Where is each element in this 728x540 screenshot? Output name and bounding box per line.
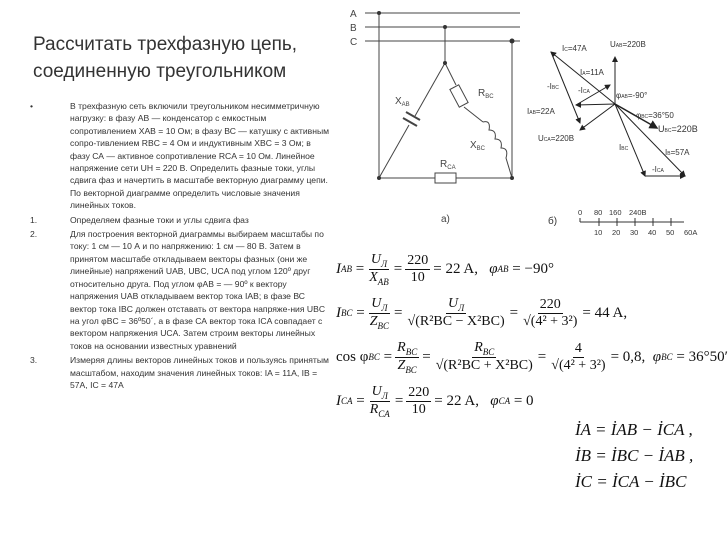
label-xbc: $X_{BC}$ — [470, 140, 486, 152]
scale-top-label: 0 — [578, 208, 583, 217]
label-neg-ica-2: -ICA — [652, 165, 664, 174]
formula-ica: I CA = $U_Л$ $R_{CA}$ = $\frac{220}{10}$ = 22 A, φ CA = 0 — [336, 384, 534, 419]
vector-diagram — [0, 0, 720, 245]
label-rbc: $R_{BC}$ — [478, 88, 494, 100]
label-ibc: IBC — [619, 143, 629, 152]
scale-bottom-label: 30 — [630, 228, 639, 237]
scale-top-label: 80 — [594, 208, 603, 217]
formula-iab: I AB = $U_Л$ $X_{AB}$ = $\frac{220}{10}$ = 22 A, φ AB = −90° — [336, 252, 554, 287]
equation-ic: İC = İCA − İBC — [575, 472, 687, 491]
slide-title: Рассчитать трехфазную цепь, соединенную треугольником — [33, 34, 298, 82]
scale-bottom-label: 60А — [684, 228, 698, 237]
label-uca: UCA=220В — [538, 134, 575, 143]
scale-bar — [580, 218, 684, 226]
list-text: В трехфазную сеть включили треугольником несимметричную нагрузку: в фазу АВ — конденсатор с емкостным сопротивлением XAB = 10 Ом; в фазу ВС — катушку с активным сопро-тивлением RBC = 4 Ом и индуктивным XBC = 3 Ом; в фазу СА — активное сопротивление RCA = 10 Ом. Линейное напряжение сети UН = 220 В. Определить фазные токи, углы сдвига фаз и начертить в масштабе векторную диаграмму цепи. По векторной диаграмме определить числовые значения линейных токов. — [70, 101, 330, 211]
list-marker: 1. — [30, 214, 38, 225]
line-label-c: C — [350, 37, 358, 48]
label-ia: IA=11А — [580, 68, 604, 77]
label-ubc: UBC=220В — [658, 124, 698, 134]
equation-ib: İB = İBC − İAB , — [575, 446, 694, 465]
label-iab: IAB=22А — [527, 107, 555, 116]
list-text: Измеряя длины векторов линейных токов и пользуясь принятым масштабом, находим значения линейных токов: IA = 11A, IB = 57A, IC = 47A — [70, 355, 329, 390]
formula-cos-phi-bc: cos φ BC = $R_{BC}$ $Z_{BC}$ = $R_{BC}$ √(R²BC + X²BC) = $\frac{4}{\text{√(4² + 3²)}}$ = 0,8, φ BC = 36°50′ — [336, 340, 728, 375]
list-item — [30, 228, 330, 352]
equation-ia: İA = İAB − İCA , — [575, 420, 693, 439]
formula-ibc: I BC = $U_Л$ $Z_{BC}$ = $U_Л$ √(R²BC − X²BC) = $\frac{220}{\text{√(4² + 3²)}}$ = 44 A, — [336, 296, 628, 331]
line-label-a: A — [350, 9, 357, 20]
list-item — [30, 354, 330, 391]
label-ib: IB=57А — [665, 148, 690, 157]
label-neg-ica: -ICA — [578, 86, 590, 95]
label-xab: $X_{AB}$ — [395, 96, 410, 108]
list-text: Для построения векторной диаграммы выбираем масштабы по току: 1 см — 10 А и по напряжению: 1 см — 80 В. Затем в принятом масштабе откладываем векторы фазных (они же линейные) напряжений UAB, UBC, UCA под углом 120º друг относительно друга. Под углом φAB = — 90º к вектору напряжения UAB откладываем вектор тока IAB; в фазе ВС вектор тока IBC должен отставать от вектора напряже-ния UBC на угол φBC = 36º50´, а в фазе СА вектор тока ICA совпадает с вектором напряжения UCA. Затем строим векторы линейных токов на основании известных уравнений — [70, 229, 326, 351]
scale-bottom-label: 40 — [648, 228, 657, 237]
scale-top-label: 160 — [609, 208, 622, 217]
list-text: Определяем фазные токи и углы сдвига фаз — [70, 214, 249, 225]
label-phi-ab: φAB=-90° — [616, 91, 648, 100]
scale-top-label: 240В — [629, 208, 647, 217]
scale-bottom-label: 10 — [594, 228, 603, 237]
list-marker: 2. — [30, 229, 38, 240]
label-phi-bc: φBC=36°50 — [636, 111, 674, 120]
line-label-b: B — [350, 23, 357, 34]
caption-a: а) — [441, 214, 450, 225]
scale-bottom-label: 50 — [666, 228, 675, 237]
label-uab: UAB=220В — [610, 40, 646, 49]
label-rca: $R_{CA}$ — [440, 159, 456, 171]
caption-b: б) — [548, 216, 558, 227]
list-marker: 3. — [30, 355, 38, 366]
list-marker: • — [30, 101, 34, 111]
scale-bottom-label: 20 — [612, 228, 621, 237]
label-ic: IC=47А — [562, 44, 587, 53]
label-neg-ibc: -IBC — [547, 82, 559, 91]
